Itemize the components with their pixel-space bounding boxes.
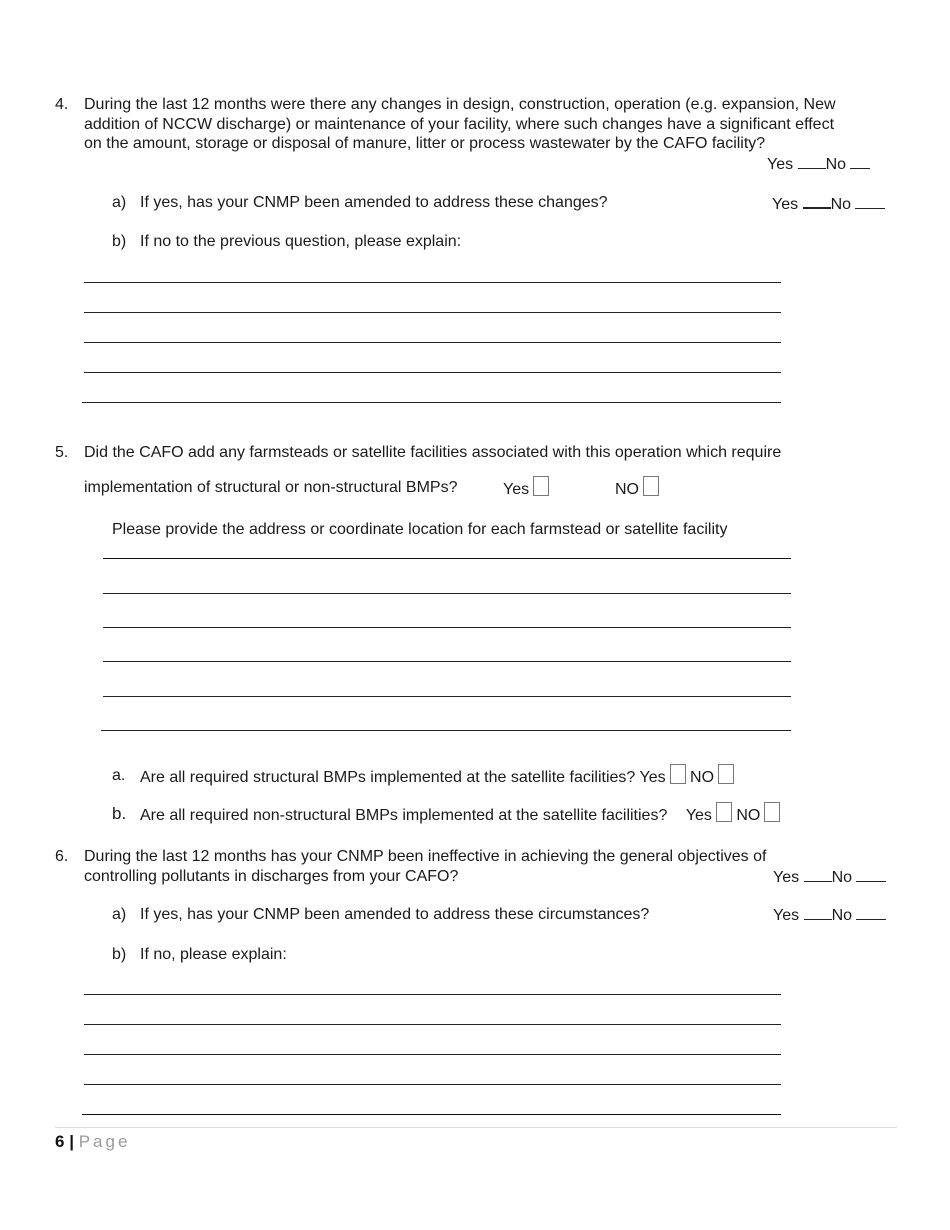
q4a-yes-no xyxy=(772,193,885,215)
page-number: 6 xyxy=(55,1132,65,1151)
q4-number: 4. xyxy=(55,96,69,113)
q5a-letter: a. xyxy=(112,767,126,784)
q4-no-label: No xyxy=(825,156,847,173)
q5-no-option xyxy=(615,476,659,500)
q5b-no-checkbox[interactable] xyxy=(764,802,780,822)
q4-yes-no xyxy=(767,154,870,175)
q6-answer-line[interactable] xyxy=(84,1054,781,1055)
q4b-text: If no to the previous question, please explain: xyxy=(140,233,462,250)
q6-number: 6. xyxy=(55,848,69,865)
q6-no-blank[interactable] xyxy=(856,867,886,882)
q6-text-line1: During the last 12 months has your CNMP been ineffective in achieving the general objectives of xyxy=(84,848,767,865)
q6a-yes-blank[interactable] xyxy=(804,905,832,920)
q4a-no-blank[interactable] xyxy=(855,194,885,209)
q5b-row xyxy=(140,802,780,826)
q5a-text: Are all required structural BMPs implemented at the satellite facilities? xyxy=(140,769,636,786)
q5-address-line[interactable] xyxy=(103,627,791,628)
q6a-text: If yes, has your CNMP been amended to address these circumstances? xyxy=(140,906,650,923)
q4-text-line2: addition of NCCW discharge) or maintenance of your facility, where such changes have a significant effect xyxy=(84,116,835,133)
q4a-yes-blank[interactable] xyxy=(803,193,831,209)
page-separator: | xyxy=(69,1132,74,1151)
q6b-text: If no, please explain: xyxy=(140,946,287,963)
q6-text-line2: controlling pollutants in discharges from your CAFO? xyxy=(84,868,459,885)
q6b-letter: b) xyxy=(112,946,127,963)
q4-answer-line[interactable] xyxy=(84,372,781,373)
q4-answer-line[interactable] xyxy=(84,282,781,283)
q4a-no-label: No xyxy=(830,196,852,213)
q5b-text: Are all required non-structural BMPs implemented at the satellite facilities? xyxy=(140,807,668,824)
q5a-no-label: NO xyxy=(690,769,715,786)
q5-yes-label: Yes xyxy=(503,481,530,498)
q5-no-label: NO xyxy=(615,481,639,498)
page-footer xyxy=(55,1132,130,1152)
q5-address-line[interactable] xyxy=(103,696,791,697)
q6-yes-no xyxy=(773,867,886,888)
q5a-yes-checkbox[interactable] xyxy=(670,764,686,784)
q4-text-line3: on the amount, storage or disposal of manure, litter or process wastewater by the CAFO facility? xyxy=(84,135,766,152)
q5-address-line[interactable] xyxy=(103,661,791,662)
q5-yes-checkbox[interactable] xyxy=(533,476,549,496)
q5-yes-option xyxy=(503,476,549,500)
q5-no-checkbox[interactable] xyxy=(643,476,659,496)
q5-address-line[interactable] xyxy=(103,558,791,559)
q5b-yes-checkbox[interactable] xyxy=(716,802,732,822)
q4a-text: If yes, has your CNMP been amended to address these changes? xyxy=(140,194,608,211)
q6-no-label: No xyxy=(831,869,853,886)
q5a-no-checkbox[interactable] xyxy=(718,764,734,784)
q6-answer-line[interactable] xyxy=(84,994,781,995)
q4-text-line1: During the last 12 months were there any changes in design, construction, operation (e.g. expansion, New xyxy=(84,96,836,113)
footer-rule xyxy=(55,1127,897,1128)
q5b-letter: b. xyxy=(112,804,127,823)
q5-address-line[interactable] xyxy=(101,730,791,731)
q5-address-prompt: Please provide the address or coordinate location for each farmstead or satellite facility xyxy=(112,521,728,538)
q5a-yes-label: Yes xyxy=(639,769,666,786)
q4-no-blank[interactable] xyxy=(850,154,870,169)
q4-answer-line[interactable] xyxy=(82,402,781,403)
q5-text-line1: Did the CAFO add any farmsteads or satellite facilities associated with this operation which require xyxy=(84,444,782,461)
q6-yes-label: Yes xyxy=(773,869,800,886)
q4-answer-line[interactable] xyxy=(84,312,781,313)
q6a-yes-label: Yes xyxy=(773,907,800,924)
q6a-no-label: No xyxy=(831,907,853,924)
q6a-yes-no xyxy=(773,905,886,926)
q6a-no-blank[interactable] xyxy=(856,905,886,920)
q6a-letter: a) xyxy=(112,906,127,923)
q4-yes-blank[interactable] xyxy=(798,154,826,169)
q4-yes-label: Yes xyxy=(767,156,794,173)
q6-answer-line[interactable] xyxy=(82,1114,781,1115)
q5b-no-label: NO xyxy=(736,807,761,824)
q5-address-line[interactable] xyxy=(103,593,791,594)
q4a-letter: a) xyxy=(112,194,127,211)
q4b-letter: b) xyxy=(112,233,127,250)
page-word: Page xyxy=(78,1132,131,1151)
q6-answer-line[interactable] xyxy=(84,1024,781,1025)
q5-text-line2: implementation of structural or non-structural BMPs? xyxy=(84,479,458,496)
q6-yes-blank[interactable] xyxy=(804,867,832,882)
q5-number: 5. xyxy=(55,444,69,461)
q6-answer-line[interactable] xyxy=(84,1084,781,1085)
q4-answer-line[interactable] xyxy=(84,342,781,343)
q5a-row xyxy=(140,764,734,788)
q4a-yes-label: Yes xyxy=(772,196,799,213)
q5b-yes-label: Yes xyxy=(685,807,712,824)
